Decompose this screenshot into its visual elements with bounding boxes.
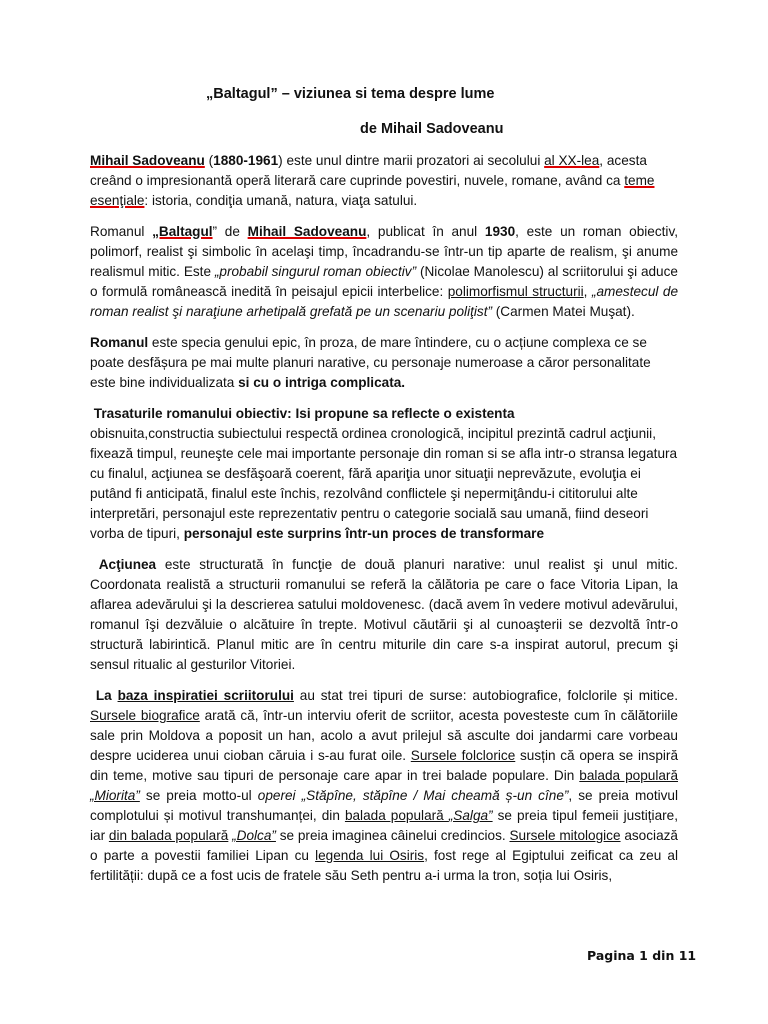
quote-musat: „amestecul de roman realist şi naraţiune arhetipală grefată pe un scenariu poliţist” <box>90 284 679 319</box>
paragraph-objective-traits <box>90 404 678 544</box>
publication-year: 1930 <box>484 224 516 239</box>
text-span: ” de <box>212 224 248 239</box>
paragraph-action <box>90 555 678 675</box>
text-span: (Nicolae Manolescu) al scriitorului şi aduce o formulă românească inedită în peisajul epicii interbelice: <box>90 264 678 299</box>
author-years: 1880-1961 <box>213 153 279 168</box>
text-span: se preia motto-ul <box>139 788 258 803</box>
quote-manolescu: „probabil singurul roman obiectiv” <box>214 264 417 279</box>
text-span: , fost rege al Egiptului zeificat ca zeu al fertilității: după ce a fost ucis de fratele său Seth pentru a-i urma la tron, soția lui Osiris, <box>90 848 678 883</box>
ballad-salga-label: balada populară <box>344 808 449 823</box>
text-span: , acesta creând o impresionantă operă literară care cuprinde povestiri, nuvele, romane, având ca <box>90 153 647 188</box>
ballad-dolca-label: din balada populară <box>108 828 229 843</box>
osiris-legend: legenda lui Osiris <box>315 848 425 863</box>
inspiration-highlight: baza inspiratiei scriitorului <box>117 688 294 703</box>
text-span: ( <box>204 153 214 168</box>
author-line: de Mihail Sadoveanu <box>360 121 504 137</box>
text-span: ) este unul dintre marii prozatori ai secolului <box>278 153 545 168</box>
ballad-dolca-title: „Dolca” <box>232 828 276 843</box>
text-span: se preia imaginea câinelui credincios. <box>275 828 510 843</box>
paragraph-author-intro <box>90 151 678 211</box>
text-span: asociază o parte a povestii familiei Lipan cu <box>90 828 678 863</box>
text-span: , este un roman obiectiv, polimorf, realist şi simbolic în acelaşi timp, încadrandu-se într-un tip aparte de realism, şi anume realismul mitic. Este <box>90 224 679 279</box>
text-span: au stat trei tipuri de surse: autobiografice, folclorile și mitice. <box>293 688 679 703</box>
author-name: Mihail Sadoveanu <box>90 153 205 168</box>
ballad-miorita-label: balada populară <box>579 768 679 783</box>
paragraph-novel-description <box>90 222 678 322</box>
ballad-salga-title: „Salga” <box>448 808 493 823</box>
century-link: al XX-lea <box>544 153 600 168</box>
paragraph-lead: Acţiunea <box>98 557 157 572</box>
text-span: este specia genului epic, în proza, de mare întindere, cu o acțiune complexa ce se poate desfășura pe mai multe planuri narative, cu personaje numeroase a căror personalitate este bine individualizata <box>90 335 651 390</box>
paragraph-novel-definition <box>90 333 678 393</box>
mythological-sources: Sursele mitologice <box>509 828 621 843</box>
text-span: , se preia motivul complotului și motivul transhumanței, din <box>90 788 679 823</box>
text-span-bold: Isi propune sa reflecte o existenta <box>291 406 515 421</box>
text-span: (Carmen Matei Muşat). <box>492 304 635 319</box>
text-span: , publicat în anul <box>366 224 485 239</box>
polymorphism-highlight: polimorfismul structurii <box>447 284 584 299</box>
text-span-bold: personajul este surprins într-un proces de transformare <box>183 526 545 541</box>
text-span-bold: si cu o intriga complicata. <box>238 375 406 390</box>
motto-quote: operei „Stăpîne, stăpîne / Mai cheamă ș-un cîne” <box>257 788 569 803</box>
text-span: arată că, într-un interviu oferit de scriitor, acesta povesteste cum în călătoriile sale prin Moldova a poposit un han, acolo a avut prilejul să asculte doi jandarmi care vorbeau despre uciderea unui cioban căruia i s-au furat oile. <box>90 708 678 763</box>
document-body <box>90 151 678 897</box>
text-span: , <box>583 284 592 299</box>
text-span: : istoria, condiţia umană, natura, viaţa satului. <box>144 193 418 208</box>
paragraph-lead: Romanul <box>90 335 149 350</box>
paragraph-lead: Trasaturile romanului obiectiv: <box>93 406 292 421</box>
text-span: Romanul <box>90 224 153 239</box>
ballad-miorita-title: „Miorita” <box>90 788 140 803</box>
page-number: Pagina 1 din 11 <box>587 948 697 963</box>
paragraph-lead: La <box>95 688 118 703</box>
text-span: obisnuita,constructia subiectului respectă ordinea cronologică, incipitul prezintă cadrul acţiunii, fixează timpul, reuneşte cele mai importante personaje din roman si se afla intr-o stransa legatura cu finalul, acţiunea se desfăşoară coerent, fără apariţia unor situaţii neprevăzute, evoluţia ei putând fi anticipată, finalul este închis, rezolvând conflictele şi nepermiţându-i cititorului alte interpretări, personajul este reprezentativ pentru o categorie socială sau umană, fiind deseori vorba de tipuri, <box>90 426 678 541</box>
novel-title: „Baltagul <box>152 224 213 239</box>
folkloric-sources: Sursele folclorice <box>410 748 516 763</box>
themes-highlight: teme esenţiale <box>90 173 655 208</box>
text-span: este structurată în funcţie de două planuri narative: unul realist şi unul mitic. Coordonata realistă a structurii romanului se referă la călătoria pe care o face Vitoria Lipan, la aflarea adevărului şi la descrierea satului moldovenesc. (dacă avem în vedere motivul adevărului, romanul îşi dezvăluie o alcătuire în trepte. Motivul căutării şi al cunoaşterii se dezvoltă într-o structură labirintică. Planul mitic are în centru miturile din care s-a inspirat autorul, precum şi sensul ritualic al gesturilor Vitoriei. <box>90 557 678 672</box>
biographical-sources: Sursele biografice <box>90 708 200 723</box>
text-span: se preia tipul femeii justițiare, iar <box>90 808 679 843</box>
novel-author: Mihail Sadoveanu <box>247 224 367 239</box>
paragraph-sources <box>90 686 678 886</box>
text-span: susțin că opera se inspiră din teme, motive sau tipuri de personaje care apar in trei balade populare. Din <box>90 748 679 783</box>
document-title: „Baltagul” – viziunea si tema despre lume <box>206 86 495 102</box>
